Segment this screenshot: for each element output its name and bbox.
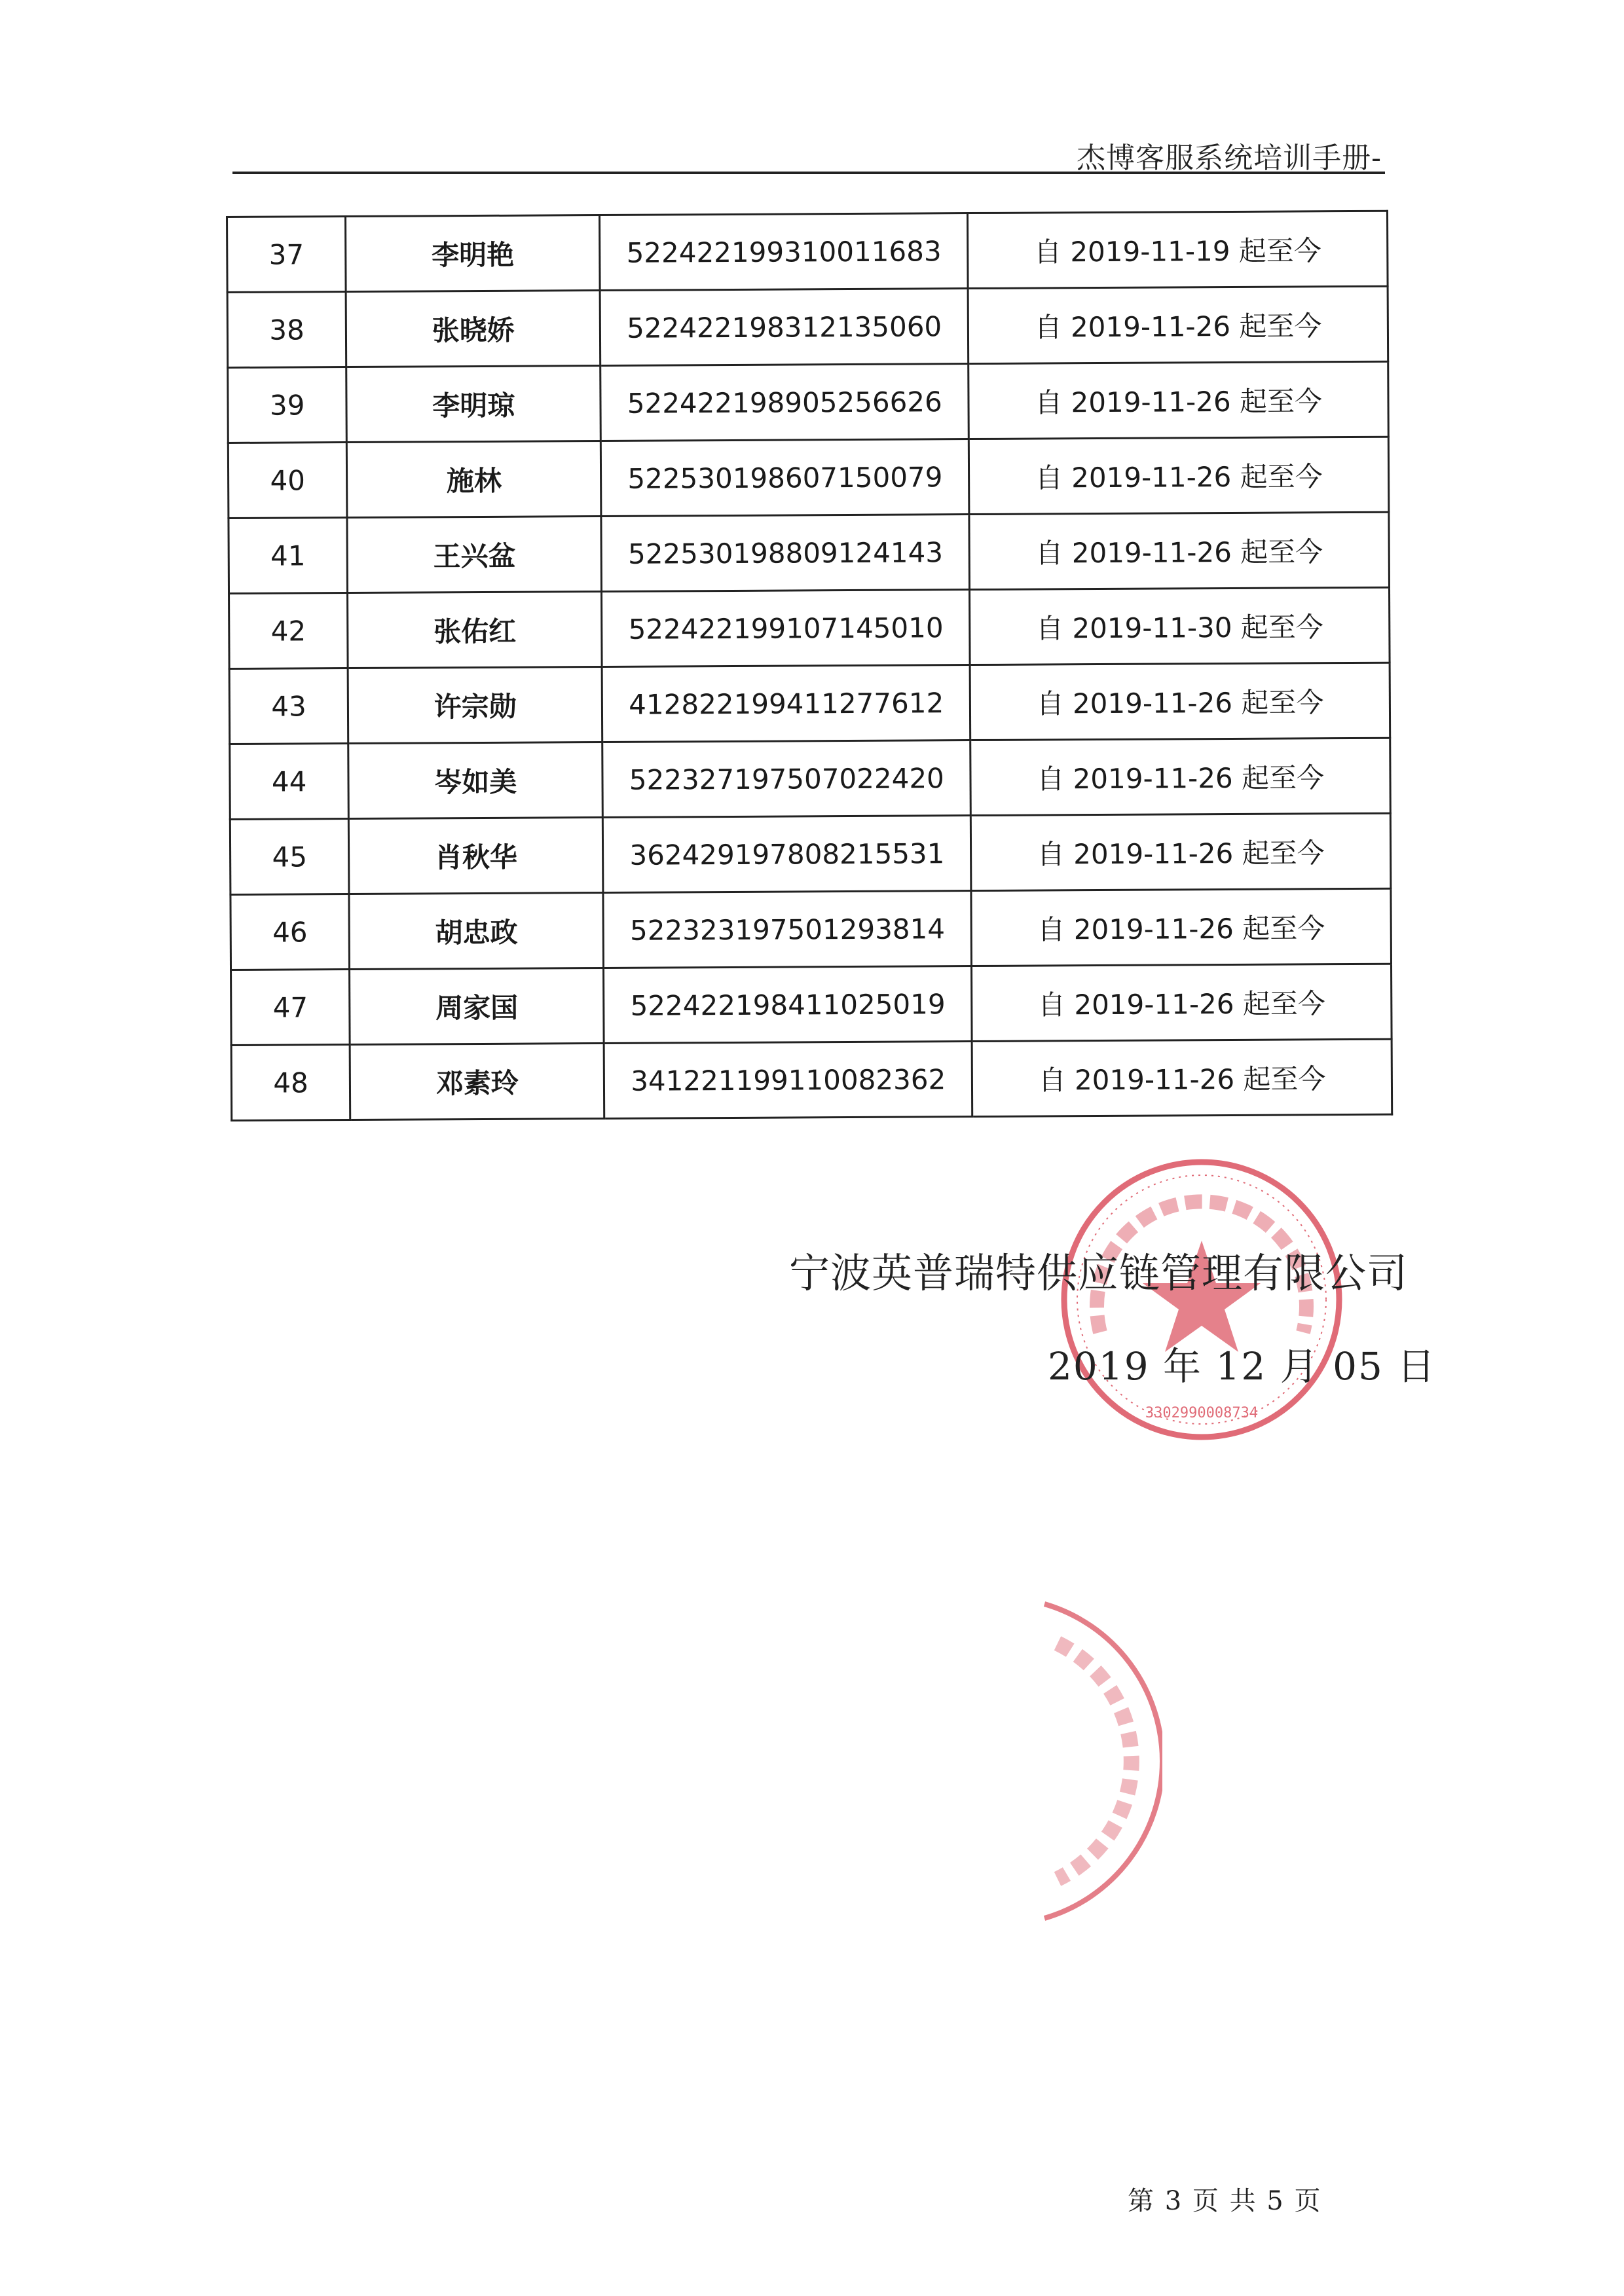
header-title: 杰博客服系统培训手册-: [1077, 141, 1382, 175]
employee-name: 施林: [347, 441, 602, 518]
page-number: 第 3 页 共 5 页: [1128, 2186, 1322, 2216]
row-number: 44: [230, 744, 349, 820]
id-number: 522422198905256626: [600, 364, 969, 441]
seal-number: 3302990008734: [1145, 1405, 1259, 1421]
header-rule: [232, 172, 1385, 174]
row-number: 37: [227, 217, 346, 293]
employment-period: 自 2019-11-26 起至今: [970, 663, 1390, 740]
table-body: [227, 211, 1392, 1120]
company-name: 宁波英普瑞特供应链管理有限公司: [789, 1249, 1409, 1297]
employment-period: 自 2019-11-26 起至今: [969, 512, 1389, 589]
id-number: 522422198312135060: [600, 289, 968, 366]
company-seal: [1012, 1142, 1385, 1463]
id-number: 522530198809124143: [601, 515, 969, 592]
row-number: 47: [231, 970, 350, 1046]
employment-period: 自 2019-11-26 起至今: [969, 437, 1389, 514]
table-row: [229, 663, 1390, 744]
employee-name: 王兴盆: [347, 517, 602, 593]
employment-period: 自 2019-11-26 起至今: [972, 1039, 1392, 1116]
partial-seal: [1031, 1591, 1162, 1931]
employee-table: [226, 210, 1393, 1121]
table-row: [230, 813, 1391, 894]
id-number: 341221199110082362: [604, 1042, 972, 1119]
id-number: 522422199310011683: [600, 213, 968, 291]
table-row: [231, 964, 1392, 1045]
employee-name: 岑如美: [348, 742, 603, 818]
employee-name: 胡忠政: [349, 892, 604, 969]
row-number: 41: [229, 518, 348, 594]
row-number: 43: [229, 668, 348, 744]
id-number: 522323197501293814: [603, 891, 971, 968]
employee-name: 周家国: [350, 968, 604, 1044]
table-row: [227, 286, 1388, 367]
signature-date: 2019 年 12 月 05 日: [1048, 1344, 1437, 1389]
id-number: 522422198411025019: [604, 966, 972, 1044]
table-row: [229, 512, 1390, 593]
table-row: [228, 361, 1389, 443]
id-number: 522422199107145010: [602, 590, 970, 667]
table-row: [227, 211, 1388, 292]
employee-name: 李明琼: [346, 366, 601, 443]
employment-period: 自 2019-11-26 起至今: [972, 964, 1392, 1041]
id-number: 522327197507022420: [602, 740, 970, 818]
id-number: 412822199411277612: [602, 665, 970, 742]
employment-period: 自 2019-11-26 起至今: [971, 813, 1391, 890]
id-number: 362429197808215531: [603, 816, 971, 893]
employment-period: 自 2019-11-30 起至今: [970, 587, 1390, 665]
row-number: 46: [231, 894, 350, 970]
employee-name: 许宗勋: [348, 667, 602, 744]
row-number: 42: [229, 593, 348, 669]
row-number: 39: [228, 367, 347, 443]
row-number: 48: [231, 1045, 350, 1121]
row-number: 40: [228, 443, 347, 519]
employee-name: 肖秋华: [349, 817, 604, 894]
table-row: [230, 738, 1391, 819]
employment-period: 自 2019-11-19 起至今: [968, 211, 1388, 288]
table-row: [229, 587, 1390, 668]
row-number: 45: [230, 819, 349, 895]
id-number: 522530198607150079: [601, 439, 969, 517]
row-number: 38: [227, 292, 346, 368]
table-row: [228, 437, 1389, 518]
employment-period: 自 2019-11-26 起至今: [969, 361, 1388, 439]
employee-name: 李明艳: [346, 215, 600, 292]
employee-name: 张晓娇: [346, 291, 600, 367]
employment-period: 自 2019-11-26 起至今: [968, 286, 1388, 363]
employment-period: 自 2019-11-26 起至今: [970, 738, 1390, 815]
table-row: [231, 1039, 1392, 1120]
employee-name: 邓素玲: [350, 1043, 604, 1120]
table-row: [231, 888, 1392, 970]
employee-name: 张佑红: [348, 592, 602, 668]
employment-period: 自 2019-11-26 起至今: [971, 888, 1391, 966]
